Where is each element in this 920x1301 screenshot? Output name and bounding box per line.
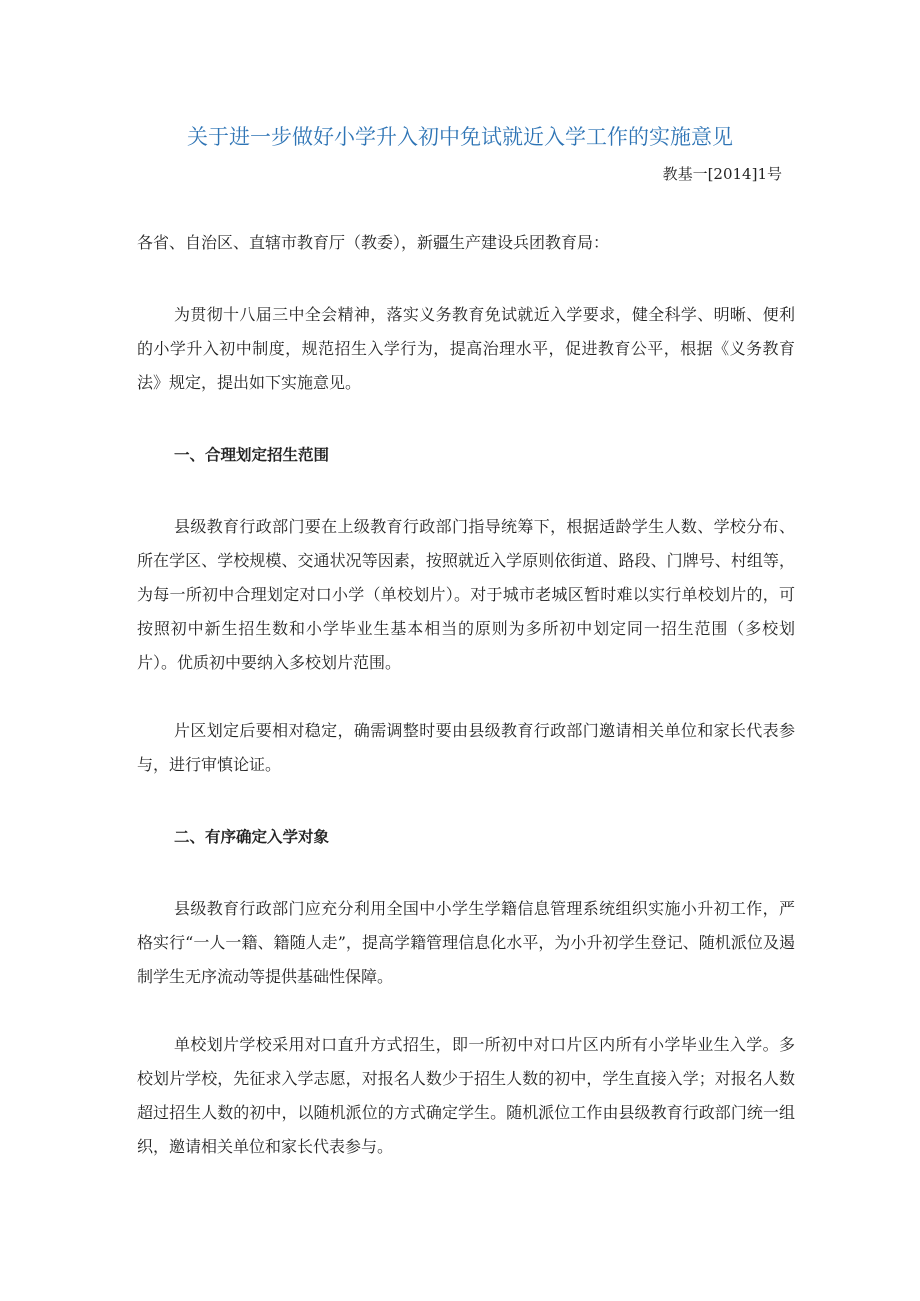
section-1-paragraph-2: 片区划定后要相对稳定，确需调整时要由县级教育行政部门邀请相关单位和家长代表参与，进行审慎论证。 [137, 721, 795, 774]
salutation: 各省、自治区、直辖市教育厅（教委），新疆生产建设兵团教育局： [137, 233, 610, 252]
document-number: 教基一[2014]1号 [662, 165, 782, 183]
section-2-paragraph-1: 县级教育行政部门应充分利用全国中小学生学籍信息管理系统组织实施小升初工作，严格实行“一人一籍、籍随人走”，提高学籍管理信息化水平，为小升初学生登记、随机派位及遏制学生无序流动等提供基础性保障。 [137, 899, 795, 986]
document-title: 关于进一步做好小学升入初中免试就近入学工作的实施意见 [187, 125, 733, 149]
section-2-paragraph-2: 单校划片学校采用对口直升方式招生，即一所初中对口片区内所有小学毕业生入学。多校划片学校，先征求入学志愿，对报名人数少于招生人数的初中，学生直接入学；对报名人数超过招生人数的初中，以随机派位的方式确定学生。随机派位工作由县级教育行政部门统一组织，邀请相关单位和家长代表参与。 [137, 1035, 795, 1156]
section-1-paragraph-1: 县级教育行政部门要在上级教育行政部门指导统筹下，根据适龄学生人数、学校分布、所在学区、学校规模、交通状况等因素，按照就近入学原则依街道、路段、门牌号、村组等，为每一所初中合理划定对口小学（单校划片）。对于城市老城区暂时难以实行单校划片的，可按照初中新生招生数和小学毕业生基本相当的原则为多所初中划定同一招生范围（多校划片）。优质初中要纳入多校划片范围。 [137, 517, 795, 672]
document-body [137, 226, 795, 1164]
intro-paragraph: 为贯彻十八届三中全会精神，落实义务教育免试就近入学要求，健全科学、明晰、便利的小学升入初中制度，规范招生入学行为，提高治理水平，促进教育公平，根据《义务教育法》规定，提出如下实施意见。 [137, 305, 795, 392]
section-heading-1: 一、合理划定招生范围 [174, 446, 330, 464]
section-heading-2: 二、有序确定入学对象 [174, 828, 330, 846]
